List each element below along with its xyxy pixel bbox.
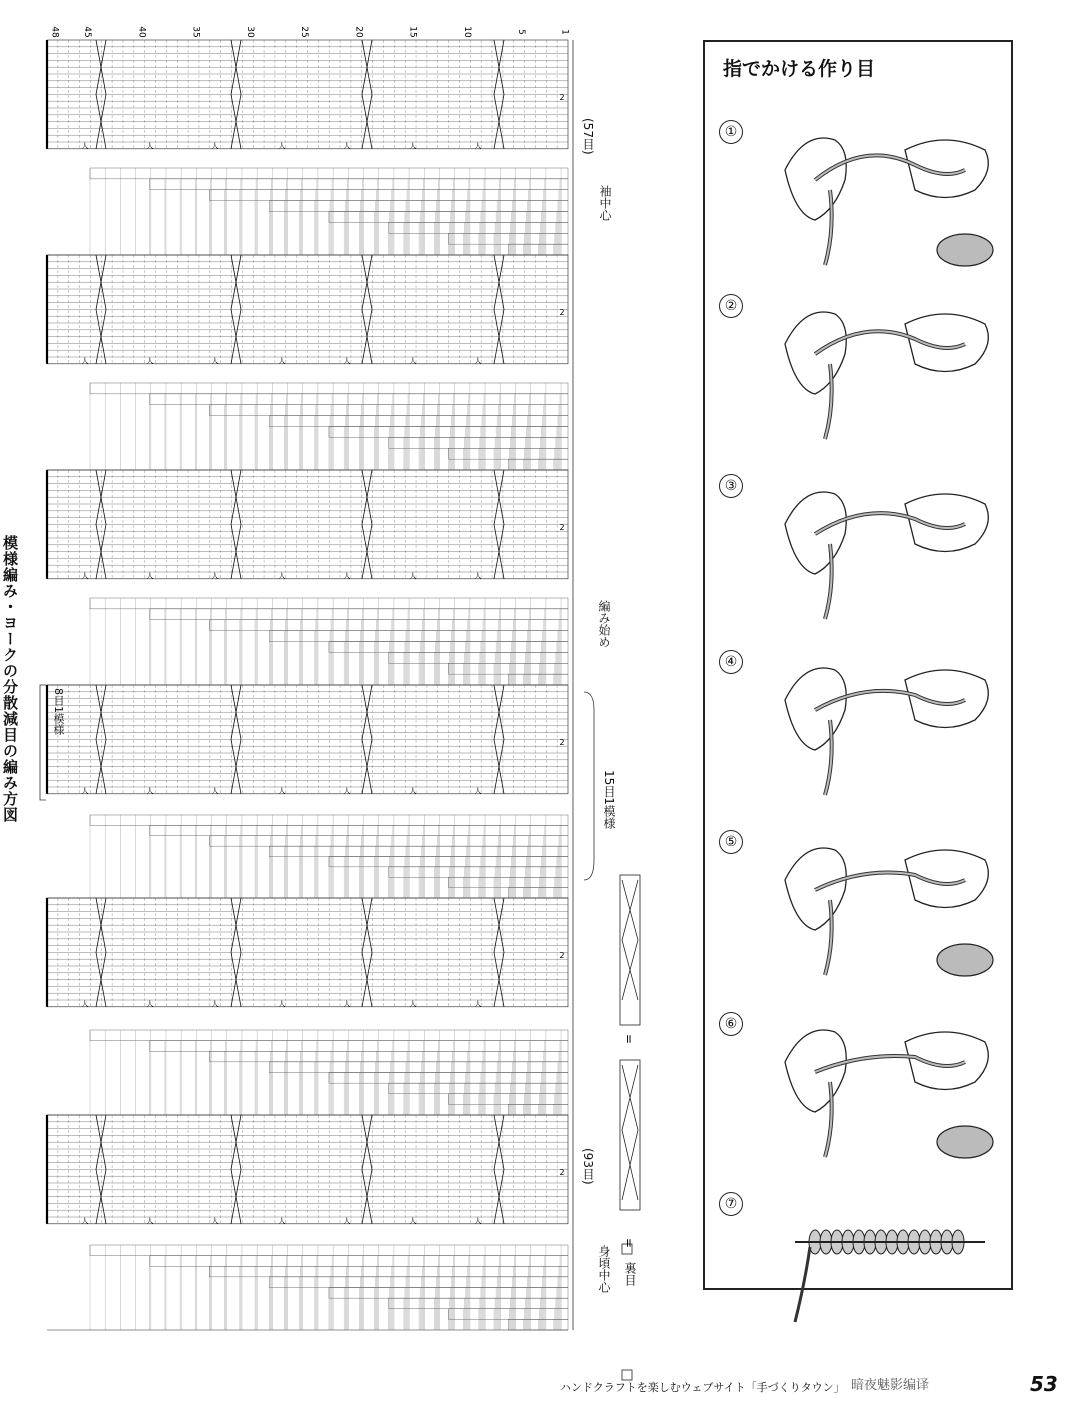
stair-step — [90, 598, 568, 609]
decrease-symbol: 人 — [211, 786, 219, 795]
decrease-symbol: 人 — [146, 1216, 154, 1225]
column-number: 25 — [299, 26, 310, 38]
decrease-symbol: 人 — [474, 571, 482, 580]
row-marker: 2 — [559, 92, 565, 102]
column-number: 20 — [353, 26, 364, 38]
decrease-symbol: 人 — [81, 356, 89, 365]
row-marker: 2 — [559, 737, 565, 747]
row-marker: 2 — [559, 1167, 565, 1177]
decrease-symbol: 人 — [409, 1216, 417, 1225]
stair-step — [449, 1309, 569, 1320]
stair-step — [389, 652, 568, 663]
page-title: 模様編み・ヨークの分散減目の編み方図 — [1, 535, 19, 823]
instructions-panel — [703, 40, 1013, 1290]
decrease-symbol: 人 — [409, 571, 417, 580]
decrease-symbol: 人 — [474, 356, 482, 365]
decrease-symbol: 人 — [81, 1216, 89, 1225]
stair-step — [389, 222, 568, 233]
stair-step — [329, 427, 568, 438]
step-number: ② — [719, 294, 743, 318]
stair-step — [210, 836, 569, 846]
instructions-title: 指でかける作り目 — [723, 58, 876, 80]
decrease-symbol: 人 — [81, 999, 89, 1008]
stair-step — [150, 394, 568, 405]
decrease-symbol: 人 — [146, 786, 154, 795]
hand-yarn-illustration — [775, 640, 1005, 800]
decrease-symbol: 人 — [343, 571, 351, 580]
stair-step — [210, 1051, 569, 1062]
step-number: ④ — [719, 650, 743, 674]
decrease-symbol: 人 — [278, 141, 286, 150]
stair-step — [329, 1073, 568, 1084]
step-number: ① — [719, 120, 743, 144]
body-center-label: 身頃中心 — [597, 1245, 611, 1293]
decrease-symbol: 人 — [211, 356, 219, 365]
step-number: ③ — [719, 474, 743, 498]
stitch-count-sleeve: (57目) — [581, 118, 595, 155]
decrease-symbol: 人 — [81, 571, 89, 580]
decrease-symbol: 人 — [211, 1216, 219, 1225]
stair-step — [269, 846, 568, 856]
legend-equal-sign: = — [622, 1238, 636, 1249]
decrease-symbol: 人 — [343, 356, 351, 365]
instruction-step — [705, 650, 1015, 820]
decrease-symbol: 人 — [343, 1216, 351, 1225]
decrease-symbol: 人 — [278, 356, 286, 365]
decrease-symbol: 人 — [409, 356, 417, 365]
stair-step — [269, 416, 568, 427]
stair-step — [150, 609, 568, 620]
page-number: 53 — [1030, 1372, 1058, 1396]
decrease-symbol: 人 — [211, 571, 219, 580]
decrease-symbol: 人 — [474, 999, 482, 1008]
stair-step — [449, 448, 569, 459]
column-number: 48 — [49, 26, 60, 38]
cable-legend-cross-2 — [622, 1065, 638, 1200]
stair-step — [210, 190, 569, 201]
column-number: 5 — [516, 29, 527, 35]
step-number: ⑥ — [719, 1012, 743, 1036]
decrease-symbol: 人 — [343, 141, 351, 150]
instruction-step — [705, 1192, 1015, 1362]
decrease-symbol: 人 — [81, 786, 89, 795]
instruction-step — [705, 294, 1015, 464]
step-number: ⑤ — [719, 830, 743, 854]
sleeve-center-label: 袖中心 — [598, 185, 612, 221]
column-number: 45 — [81, 26, 92, 38]
column-number: 15 — [407, 26, 418, 38]
repeat-8-label: 8目1模様 — [52, 688, 65, 735]
column-number: 10 — [461, 26, 472, 38]
stair-step — [389, 1083, 568, 1094]
instruction-step — [705, 120, 1015, 290]
stair-step — [90, 168, 568, 179]
stair-step — [150, 1041, 568, 1052]
repeat-8-bracket — [40, 685, 46, 800]
decrease-symbol: 人 — [343, 999, 351, 1008]
hand-yarn-illustration — [775, 1182, 1005, 1342]
legend-purl-label: 裏目 — [623, 1262, 637, 1286]
stair-step — [389, 437, 568, 448]
decrease-symbol: 人 — [409, 141, 417, 150]
step-number: ⑦ — [719, 1192, 743, 1216]
stair-step — [389, 867, 568, 877]
decrease-symbol: 人 — [278, 1216, 286, 1225]
decrease-symbol: 人 — [474, 786, 482, 795]
column-number: 30 — [244, 26, 255, 38]
stair-step — [269, 201, 568, 212]
decrease-symbol: 人 — [409, 999, 417, 1008]
decrease-symbol: 人 — [278, 786, 286, 795]
decrease-symbol: 人 — [211, 141, 219, 150]
column-number: 40 — [136, 26, 147, 38]
stair-step — [269, 631, 568, 642]
decrease-symbol: 人 — [81, 141, 89, 150]
hand-yarn-illustration — [775, 820, 1005, 980]
decrease-symbol: 人 — [474, 141, 482, 150]
column-number: 35 — [190, 26, 201, 38]
stair-step — [210, 620, 569, 631]
stitch-count-body: (93目) — [581, 1148, 595, 1185]
decrease-symbol: 人 — [146, 356, 154, 365]
row-marker: 2 — [559, 522, 565, 532]
hand-yarn-illustration — [775, 110, 1005, 270]
decrease-symbol: 人 — [278, 571, 286, 580]
stair-step — [150, 1256, 568, 1267]
start-label: 編み始め — [597, 600, 611, 648]
stair-step — [210, 405, 569, 416]
decrease-symbol: 人 — [343, 786, 351, 795]
stair-step — [449, 1094, 569, 1105]
stair-step — [389, 1298, 568, 1309]
row-marker: 2 — [559, 950, 565, 960]
cable-legend-box — [620, 875, 640, 1025]
column-number: 1 — [559, 29, 570, 35]
stair-step — [449, 877, 569, 887]
footer-text: ハンドクラフトを楽しむウェブサイト「手づくりタウン」 — [560, 1381, 845, 1394]
cable-equal-sign: = — [622, 1034, 636, 1045]
instruction-step — [705, 474, 1015, 644]
stair-step — [329, 1288, 568, 1299]
hand-yarn-illustration — [775, 284, 1005, 444]
hand-yarn-illustration — [775, 1002, 1005, 1162]
stair-step — [329, 857, 568, 867]
hand-yarn-illustration — [775, 464, 1005, 624]
footer-brand: 暗夜魅影编译 — [851, 1378, 930, 1393]
stair-step — [329, 642, 568, 653]
decrease-symbol: 人 — [278, 999, 286, 1008]
cable-legend-cross — [622, 880, 638, 1000]
stair-step — [269, 1277, 568, 1288]
decrease-symbol: 人 — [146, 571, 154, 580]
decrease-symbol: 人 — [211, 999, 219, 1008]
stair-step — [90, 383, 568, 394]
stair-step — [90, 1030, 568, 1041]
stair-step — [329, 212, 568, 223]
stair-step — [90, 1245, 568, 1256]
stair-step — [210, 1266, 569, 1277]
repeat-15-label: 15目1模様 — [602, 770, 616, 829]
decrease-symbol: 人 — [474, 1216, 482, 1225]
stair-step — [90, 815, 568, 825]
row-marker: 2 — [559, 307, 565, 317]
decrease-symbol: 人 — [146, 141, 154, 150]
decrease-symbol: 人 — [409, 786, 417, 795]
stair-step — [150, 825, 568, 835]
instruction-step — [705, 1012, 1015, 1182]
stair-step — [449, 663, 569, 674]
stair-step — [150, 179, 568, 190]
instruction-step — [705, 830, 1015, 1000]
stair-step — [449, 233, 569, 244]
repeat-15-bracket — [584, 692, 594, 880]
decrease-symbol: 人 — [146, 999, 154, 1008]
stair-step — [269, 1062, 568, 1073]
